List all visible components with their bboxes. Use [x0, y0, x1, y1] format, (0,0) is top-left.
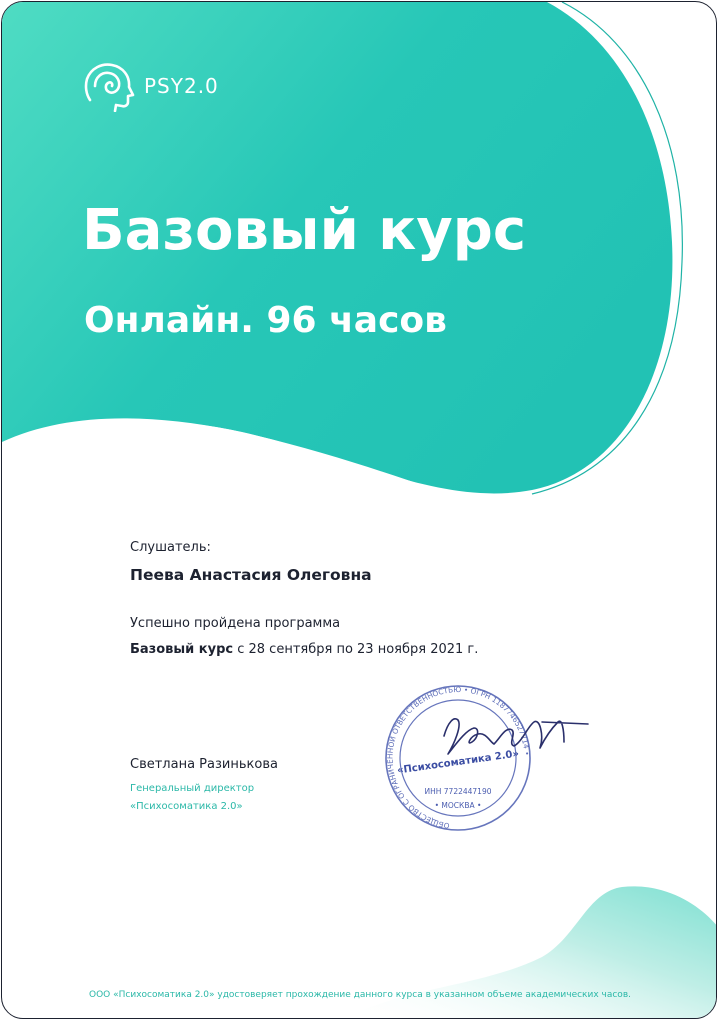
company-stamp [382, 682, 612, 842]
program-line [130, 642, 478, 657]
head-profile-icon [82, 60, 136, 112]
stamp-center-text: «Психосоматика 2.0» [396, 748, 520, 777]
certificate-frame [1, 1, 717, 1019]
program-name: Базовый курс [130, 642, 234, 657]
stamp-inn-text: ИНН 7722447190 [424, 787, 492, 796]
stamp-city-text: • МОСКВА • [434, 801, 482, 810]
signer-company: «Психосоматика 2.0» [130, 801, 243, 812]
listener-name: Пеева Анастасия Олеговна [130, 566, 372, 584]
background-decoration [2, 2, 717, 1019]
stamp-ring-text: ОБЩЕСТВО С ОГРАНИЧЕННОЙ ОТВЕТСТВЕННОСТЬЮ • ОГРН 1187746527714 • [385, 684, 532, 831]
footer-note: ООО «Психосоматика 2.0» удостоверяет прохождение данного курса в указанном объеме академических часов. [89, 990, 631, 1000]
brand-name: PSY2.0 [144, 74, 219, 98]
certificate-title: Базовый курс [82, 198, 527, 263]
program-label: Успешно пройдена программа [130, 616, 341, 631]
listener-label: Слушатель: [130, 540, 211, 555]
program-dates: с 28 сентября по 23 ноября 2021 г. [233, 642, 479, 657]
certificate-subtitle: Онлайн. 96 часов [84, 300, 447, 341]
signer-position: Генеральный директор [130, 783, 255, 794]
brand-logo [82, 60, 219, 112]
signer-name: Светлана Разинькова [130, 757, 278, 772]
